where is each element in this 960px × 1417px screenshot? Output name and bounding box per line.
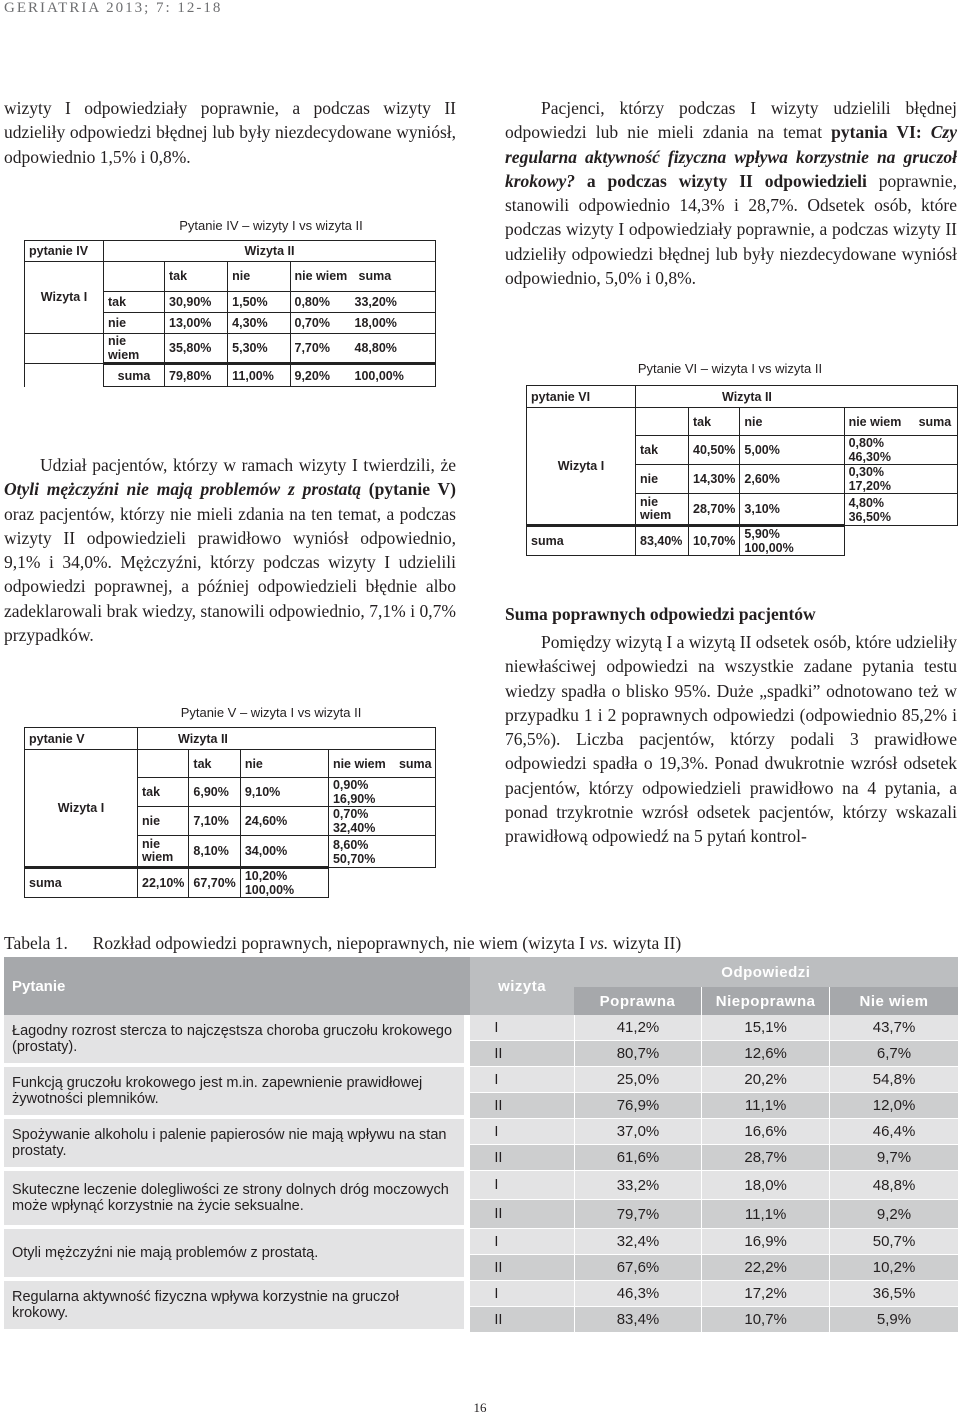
- row-label: suma: [527, 526, 636, 556]
- cell: 79,80%: [165, 364, 228, 387]
- cell: 32,40%: [332, 821, 376, 835]
- text: Otyli mężczyźni nie mają problemów z prostatą: [4, 479, 361, 500]
- value-cell: 12,0%: [829, 1093, 958, 1119]
- cell: 0,30%: [848, 465, 885, 479]
- table-v: [24, 727, 436, 898]
- row-label: nie: [636, 465, 689, 494]
- visit-cell: I: [470, 1015, 573, 1041]
- table-vi-col: nie: [740, 408, 844, 436]
- cell: 5,30%: [228, 333, 290, 364]
- value-cell: 46,3%: [574, 1281, 701, 1307]
- value-cell: 79,7%: [574, 1200, 701, 1229]
- col-header-incorrect: Niepoprawna: [701, 987, 829, 1015]
- table-iv-col: tak: [165, 261, 228, 292]
- cell: 34,00%: [240, 836, 328, 868]
- cell: 28,70%: [689, 494, 740, 526]
- col-header-question: Pytanie: [4, 957, 470, 1015]
- row-label: nie wiem: [104, 333, 165, 364]
- table-iv-visit1: Wizyta I: [25, 261, 104, 333]
- cell: 36,50%: [848, 509, 891, 524]
- value-cell: 46,4%: [829, 1119, 958, 1145]
- table-1: [4, 957, 958, 1333]
- visit-cell: II: [470, 1307, 573, 1333]
- cell: 33,20%: [354, 295, 397, 310]
- question-cell: Regularna aktywność fizyczna wpływa korzystnie na gruczoł krokowy.: [4, 1281, 470, 1333]
- cell: 8,60%: [332, 837, 369, 852]
- cell: 11,00%: [228, 364, 290, 387]
- table-row: [4, 1281, 958, 1307]
- value-cell: 33,2%: [574, 1171, 701, 1200]
- row-label: tak: [138, 778, 189, 807]
- cell: 5,00%: [740, 436, 844, 465]
- table-row: [4, 1067, 958, 1093]
- table-row: [25, 333, 436, 364]
- cell: 0,90%: [332, 778, 369, 792]
- col-header-visit: wizyta: [470, 957, 573, 1015]
- value-cell: 32,4%: [574, 1229, 701, 1255]
- value-cell: 80,7%: [574, 1041, 701, 1067]
- question-cell: Spożywanie alkoholu i palenie papierosów nie mają wpływu na stan prostaty.: [4, 1119, 470, 1171]
- value-cell: 83,4%: [574, 1307, 701, 1333]
- cell: 50,70%: [332, 851, 376, 866]
- cell: 0,70%: [294, 315, 330, 330]
- table-vi-corner: pytanie VI: [527, 386, 636, 408]
- cell: 4,30%: [228, 312, 290, 333]
- table-iv-visit2: Wizyta II: [104, 241, 436, 262]
- cell: 14,30%: [689, 465, 740, 494]
- table-1-label: Tabela 1.: [4, 933, 68, 953]
- value-cell: 48,8%: [829, 1171, 958, 1200]
- question-cell: Skuteczne leczenie dolegliwości ze strony dolnych dróg moczowych może wpłynąć korzystnie na życie seksualne.: [4, 1171, 470, 1229]
- value-cell: 28,7%: [701, 1145, 829, 1171]
- cell: 3,10%: [740, 494, 844, 526]
- value-cell: 11,1%: [701, 1093, 829, 1119]
- value-cell: 37,0%: [574, 1119, 701, 1145]
- row-label: nie wiem: [138, 836, 189, 868]
- visit-cell: I: [470, 1067, 573, 1093]
- value-cell: 6,7%: [829, 1041, 958, 1067]
- row-label: nie: [138, 807, 189, 836]
- cell: 9,10%: [240, 778, 328, 807]
- table-1-title: Rozkład odpowiedzi poprawnych, niepoprawnych, nie wiem (wizyta I vs. wizyta II): [92, 933, 682, 953]
- value-cell: 61,6%: [574, 1145, 701, 1171]
- value-cell: 5,9%: [829, 1307, 958, 1333]
- text: oraz pacjentów, którzy nie mieli zdania na ten temat, a podczas wizyty II odpowiedzieli prawidłowo wyniósł odpowiednio, 9,1% i 34,0%. Mężczyźni, którzy podczas wizyty I udzielili odpowiedzi poprawnej, a później odpowiedzieli błędnie albo zadeklarowali brak wiedzy, stanowili odpowiednio, 7,1% i 0,7% przypadków.: [4, 503, 456, 646]
- table-vi-col: tak: [689, 408, 740, 436]
- text: Pacjenci, którzy podczas I wizyty udzielili błędnej odpowiedzi lub nie mieli zdania na temat: [505, 98, 957, 143]
- value-cell: 22,2%: [701, 1255, 829, 1281]
- value-cell: 41,2%: [574, 1015, 701, 1041]
- visit-cell: I: [470, 1229, 573, 1255]
- visit-cell: II: [470, 1093, 573, 1119]
- value-cell: 20,2%: [701, 1067, 829, 1093]
- visit-cell: I: [470, 1119, 573, 1145]
- cell: 13,00%: [165, 312, 228, 333]
- left-paragraph-2: [4, 453, 456, 647]
- question-cell: Otyli mężczyźni nie mają problemów z prostatą.: [4, 1229, 470, 1281]
- text: a podczas wizyty II odpowiedzieli: [575, 170, 867, 191]
- running-header: GERIATRIA 2013; 7: 12-18: [4, 0, 223, 16]
- text: Czy regularna aktywność fizyczna wpływa korzystnie na gruczoł krokowy?: [505, 122, 958, 191]
- left-paragraph-1: wizyty I odpowiedziały poprawnie, a podczas wizyty II udzieliły odpowiedzi błędnej lub były niezdecydowane wyniósł, odpowiednio 1,5% i 0,8%.: [4, 98, 456, 167]
- table-iv-col: nie: [228, 261, 290, 292]
- cell: 35,80%: [165, 333, 228, 364]
- table-vi: [526, 385, 958, 556]
- row-label: tak: [636, 436, 689, 465]
- cell: 16,90%: [332, 792, 376, 806]
- table-row: [4, 1119, 958, 1145]
- visit-cell: I: [470, 1281, 573, 1307]
- text: pytania VI:: [831, 122, 922, 143]
- row-label: nie wiem: [636, 494, 689, 526]
- row-label: tak: [104, 292, 165, 313]
- visit-cell: II: [470, 1255, 573, 1281]
- cell: 8,10%: [189, 836, 240, 868]
- visit-cell: II: [470, 1200, 573, 1229]
- table-v-visit2: Wizyta II: [138, 728, 436, 750]
- table-vi-caption: Pytanie VI – wizyta I vs wizyta II: [637, 361, 823, 376]
- table-row: [25, 868, 436, 898]
- value-cell: 16,6%: [701, 1119, 829, 1145]
- value-cell: 15,1%: [701, 1015, 829, 1041]
- table-v-col: tak: [189, 750, 240, 778]
- value-cell: 16,9%: [701, 1229, 829, 1255]
- value-cell: 50,7%: [829, 1229, 958, 1255]
- cell: 100,00%: [244, 883, 295, 897]
- table-v-visit1: Wizyta I: [25, 750, 138, 868]
- value-cell: 36,5%: [829, 1281, 958, 1307]
- value-cell: 10,2%: [829, 1255, 958, 1281]
- table-1-caption: [4, 933, 681, 954]
- section-subheading: Suma poprawnych odpowiedzi pacjentów: [505, 604, 816, 624]
- cell: 67,70%: [189, 868, 240, 898]
- table-row: [4, 1229, 958, 1255]
- cell: 0,70%: [332, 807, 369, 821]
- cell: 18,00%: [354, 315, 397, 330]
- table-iv-caption: Pytanie IV – wizyty I vs wizyta II: [179, 218, 363, 233]
- cell: 48,80%: [354, 340, 397, 355]
- table-v-caption: Pytanie V – wizyta I vs wizyta II: [180, 705, 362, 720]
- cell: 6,90%: [189, 778, 240, 807]
- cell: 7,70%: [294, 340, 330, 355]
- cell: 100,00%: [744, 541, 794, 555]
- visit-cell: II: [470, 1145, 573, 1171]
- text: (pytanie V): [360, 479, 456, 500]
- cell: 10,70%: [689, 526, 740, 556]
- value-cell: 67,6%: [574, 1255, 701, 1281]
- value-cell: 43,7%: [829, 1015, 958, 1041]
- table-iv: [24, 240, 436, 387]
- value-cell: 9,7%: [829, 1145, 958, 1171]
- question-cell: Łagodny rozrost stercza to najczęstsza choroba gruczołu krokowego (prostaty).: [4, 1015, 470, 1067]
- right-paragraph-2: Pomiędzy wizytą I a wizytą II odsetek osób, które udzieliły niewłaściwej odpowiedzi na wszystkie zadane pytania testu wiedzy spadła o blisko 95%. Duże „spadki” odnotowano też w przypadku 1 i 2 poprawnych odpowiedzi (odpowiednio 85,2% i 76,5%). Liczba pacjentów, którzy podali 3 prawidłowe odpowiedzi spadła o 19,3%. Ponad dwukrotnie wzrósł odsetek pacjentów, którzy odpowiedzieli prawidłowo na 4 pytania, a ponad trzykrotnie wzrósł odsetek pacjentów, którzy wskazali prawidłową odpowiedź na 5 pytań kontrol-: [505, 632, 957, 847]
- cell: 0,80%: [294, 295, 330, 310]
- text: poprawnie, stanowili odpowiednio 14,3% i 28,7%. Odsetek osób, które podczas wizyty I odpowiedziały poprawnie, a podczas wizyty II udzieliły odpowiedzi błędnej lub były niezdecydowane wyniósł odpowiednio, 5,0% i 0,8%.: [505, 170, 957, 289]
- cell: 100,00%: [354, 368, 404, 383]
- row-label: suma: [104, 364, 165, 387]
- table-vi-col: nie wiem: [848, 414, 902, 429]
- table-v-col: nie: [240, 750, 328, 778]
- col-header-correct: Poprawna: [574, 987, 701, 1015]
- value-cell: 12,6%: [701, 1041, 829, 1067]
- value-cell: 18,0%: [701, 1171, 829, 1200]
- row-label: suma: [25, 868, 138, 898]
- cell: 5,90%: [744, 527, 780, 541]
- value-cell: 54,8%: [829, 1067, 958, 1093]
- value-cell: 17,2%: [701, 1281, 829, 1307]
- cell: 17,20%: [848, 479, 891, 493]
- table-row: [4, 1171, 958, 1200]
- cell: 30,90%: [165, 292, 228, 313]
- visit-cell: II: [470, 1041, 573, 1067]
- value-cell: 9,2%: [829, 1200, 958, 1229]
- cell: 10,20%: [244, 869, 288, 883]
- table-row: [4, 1015, 958, 1041]
- value-cell: 25,0%: [574, 1067, 701, 1093]
- cell: 2,60%: [740, 465, 844, 494]
- cell: 22,10%: [138, 868, 189, 898]
- cell: 4,80%: [848, 495, 885, 510]
- cell: 0,80%: [848, 436, 885, 450]
- cell: 24,60%: [240, 807, 328, 836]
- visit-cell: I: [470, 1171, 573, 1200]
- text: Udział pacjentów, którzy w ramach wizyty I twierdzili, że: [40, 455, 456, 475]
- table-iv-corner: pytanie IV: [25, 241, 104, 262]
- cell: 1,50%: [228, 292, 290, 313]
- row-label: nie: [104, 312, 165, 333]
- table-v-col: suma: [398, 756, 432, 771]
- cell: 46,30%: [848, 450, 891, 464]
- table-iv-col: suma: [358, 269, 392, 284]
- value-cell: 76,9%: [574, 1093, 701, 1119]
- table-row: [527, 526, 958, 556]
- table-vi-visit2: Wizyta II: [636, 386, 958, 408]
- table-iv-col: nie wiem: [294, 269, 348, 284]
- value-cell: 10,7%: [701, 1307, 829, 1333]
- right-paragraph-1: [505, 96, 957, 290]
- col-header-answers: Odpowiedzi: [574, 957, 958, 987]
- cell: 40,50%: [689, 436, 740, 465]
- value-cell: 11,1%: [701, 1200, 829, 1229]
- table-v-corner: pytanie V: [25, 728, 138, 750]
- table-row: [25, 364, 436, 387]
- cell: 83,40%: [636, 526, 689, 556]
- question-cell: Funkcją gruczołu krokowego jest m.in. zapewnienie prawidłowej żywotności plemników.: [4, 1067, 470, 1119]
- table-vi-visit1: Wizyta I: [527, 408, 636, 526]
- page-number: 16: [473, 1400, 487, 1415]
- cell: 7,10%: [189, 807, 240, 836]
- col-header-dont-know: Nie wiem: [829, 987, 958, 1015]
- table-vi-col: suma: [918, 414, 952, 429]
- table-v-col: nie wiem: [332, 756, 386, 771]
- cell: 9,20%: [294, 368, 330, 383]
